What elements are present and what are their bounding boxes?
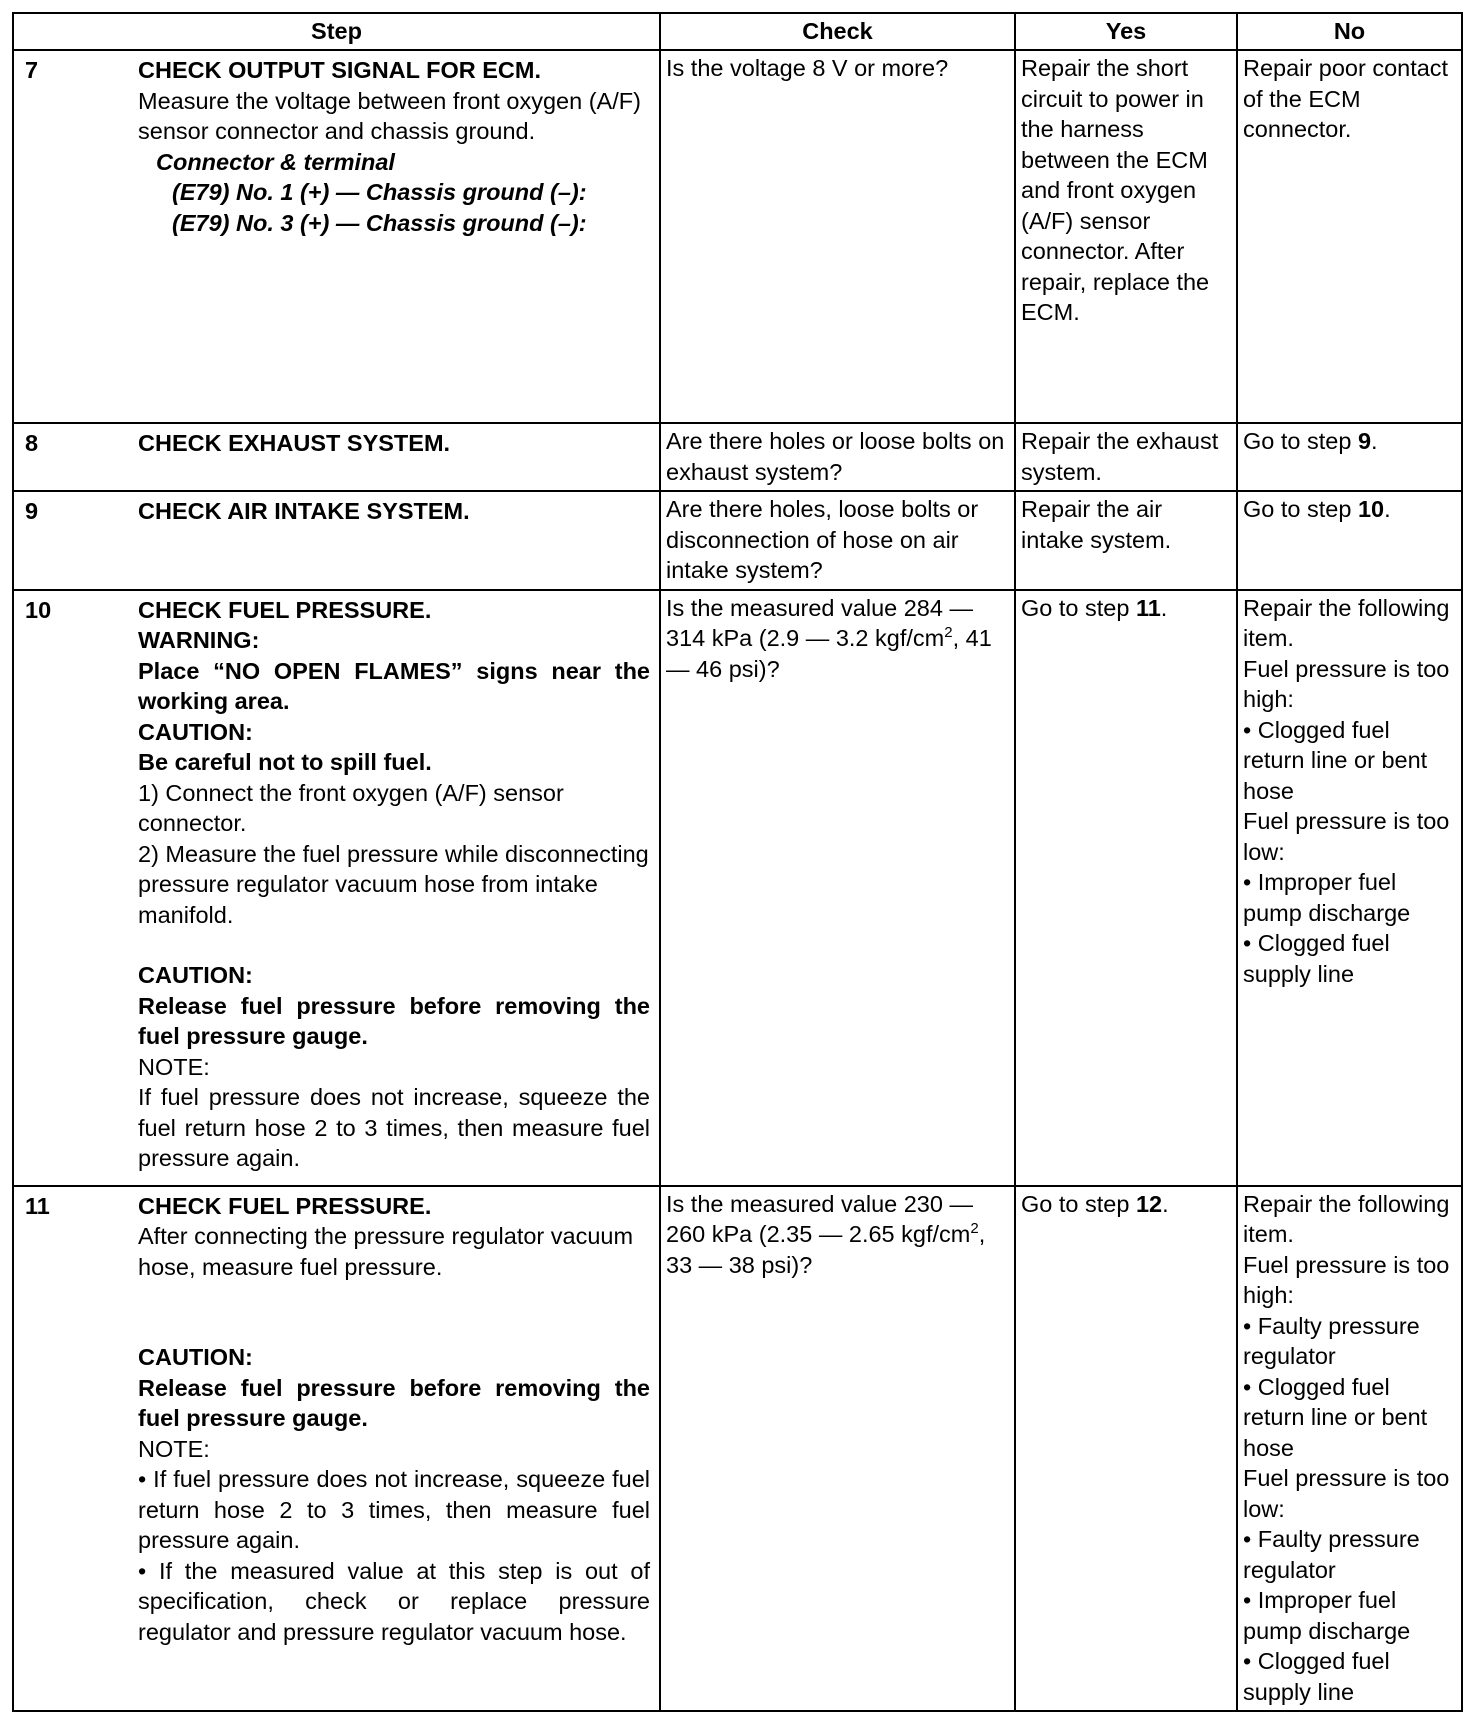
no-cell: Repair poor contact of the ECM connector. bbox=[1237, 50, 1462, 423]
header-yes: Yes bbox=[1015, 13, 1237, 50]
table-row bbox=[13, 50, 1462, 423]
yes-cell: Repair the short circuit to power in the harness between the ECM and front oxygen (A/F) sensor connector. After repair, replace the ECM. bbox=[1015, 50, 1237, 423]
go-to-prefix: Go to step bbox=[1021, 594, 1136, 621]
check-superscript: 2 bbox=[970, 1220, 979, 1237]
go-to-prefix: Go to step bbox=[1243, 496, 1358, 522]
note-label: NOTE: bbox=[138, 1053, 210, 1080]
step-title: CHECK FUEL PRESSURE. bbox=[138, 596, 432, 623]
caution-label: CAUTION: bbox=[138, 962, 253, 988]
yes-cell bbox=[1015, 590, 1237, 1186]
no-cell bbox=[1237, 491, 1462, 590]
step-title: CHECK OUTPUT SIGNAL FOR ECM. bbox=[138, 57, 541, 83]
step-cell bbox=[13, 590, 660, 1186]
step-text: After connecting the pressure regulator vacuum hose, measure fuel pressure. bbox=[138, 1223, 634, 1280]
go-to-suffix: . bbox=[1384, 496, 1391, 522]
go-to-suffix: . bbox=[1371, 428, 1378, 454]
go-to-suffix: . bbox=[1160, 594, 1168, 621]
no-cell bbox=[1237, 423, 1462, 491]
caution-label: CAUTION: bbox=[138, 718, 253, 745]
table-row bbox=[13, 1186, 1462, 1712]
table-header-row bbox=[13, 13, 1462, 50]
go-to-step: 10 bbox=[1357, 496, 1385, 522]
check-cell bbox=[660, 590, 1015, 1186]
step-title: CHECK FUEL PRESSURE. bbox=[138, 1192, 432, 1219]
table-row bbox=[13, 491, 1462, 590]
note-label: NOTE: bbox=[138, 1435, 210, 1462]
check-text: Is the measured value 230 — 260 kPa (2.35 — 2.65 kgf/cm bbox=[666, 1190, 973, 1247]
table-row bbox=[13, 590, 1462, 1186]
step-number: 8 bbox=[25, 430, 39, 456]
no-line: Fuel pressure is too high: bbox=[1243, 655, 1450, 712]
step-number: 11 bbox=[25, 1192, 50, 1219]
no-line: • Clogged fuel supply line bbox=[1243, 1648, 1390, 1705]
header-no: No bbox=[1237, 13, 1462, 50]
procedure-step-2: 2) Measure the fuel pressure while disconnecting pressure regulator vacuum hose from intake manifold. bbox=[138, 840, 649, 928]
no-line: • Improper fuel pump discharge bbox=[1243, 1587, 1411, 1644]
go-to-step: 9 bbox=[1357, 428, 1372, 454]
warning-text: Place “NO OPEN FLAMES” signs near the working area. bbox=[138, 657, 650, 714]
go-to-step: 11 bbox=[1135, 594, 1161, 621]
no-line: • Faulty pressure regulator bbox=[1243, 1526, 1420, 1583]
step-title: CHECK EXHAUST SYSTEM. bbox=[138, 430, 451, 456]
note-item-1: • If fuel pressure does not increase, squeeze fuel return hose 2 to 3 times, then measure fuel pressure again. bbox=[138, 1466, 650, 1553]
step-text: Measure the voltage between front oxygen (A/F) sensor connector and chassis ground. bbox=[138, 87, 641, 144]
go-to-prefix: Go to step bbox=[1021, 1190, 1136, 1217]
yes-cell bbox=[1015, 1186, 1237, 1712]
step-cell bbox=[13, 491, 660, 590]
check-cell: Are there holes, loose bolts or disconnection of hose on air intake system? bbox=[660, 491, 1015, 590]
caution-text: Release fuel pressure before removing the fuel pressure gauge. bbox=[138, 992, 650, 1049]
step-cell bbox=[13, 1186, 660, 1712]
go-to-prefix: Go to step bbox=[1243, 428, 1358, 454]
no-line: • Improper fuel pump discharge bbox=[1243, 869, 1411, 926]
step-number: 10 bbox=[25, 596, 52, 623]
check-text-end: , 41 — 46 psi)? bbox=[666, 625, 992, 682]
no-cell bbox=[1237, 1186, 1462, 1712]
check-superscript: 2 bbox=[944, 624, 953, 641]
yes-cell: Repair the air intake system. bbox=[1015, 491, 1237, 590]
no-line: Fuel pressure is too low: bbox=[1243, 1465, 1450, 1522]
no-line: Fuel pressure is too low: bbox=[1243, 808, 1450, 865]
caution-text: Release fuel pressure before removing the fuel pressure gauge. bbox=[138, 1374, 650, 1431]
check-text: Is the measured value 284 — 314 kPa (2.9 — 3.2 kgf/cm bbox=[666, 594, 973, 651]
no-line: • Clogged fuel return line or bent hose bbox=[1243, 716, 1428, 804]
check-text-end: , 33 — 38 psi)? bbox=[666, 1221, 986, 1278]
check-cell: Are there holes or loose bolts on exhaust system? bbox=[660, 423, 1015, 491]
go-to-step: 12 bbox=[1135, 1190, 1163, 1217]
no-line: Repair the following item. bbox=[1243, 1190, 1450, 1247]
warning-label: WARNING: bbox=[138, 627, 260, 653]
connector-terminal-1: (E79) No. 1 (+) — Chassis ground (–): bbox=[172, 179, 587, 205]
note-item-2: • If the measured value at this step is out of specification, check or replace pressure regulator and pressure regulator vacuum hose. bbox=[138, 1557, 650, 1645]
note-text: If fuel pressure does not increase, squeeze the fuel return hose 2 to 3 times, then measure fuel pressure again. bbox=[138, 1084, 650, 1171]
header-step: Step bbox=[13, 13, 660, 50]
yes-cell: Repair the exhaust system. bbox=[1015, 423, 1237, 491]
step-title: CHECK AIR INTAKE SYSTEM. bbox=[138, 498, 470, 524]
no-cell bbox=[1237, 590, 1462, 1186]
check-cell bbox=[660, 1186, 1015, 1712]
connector-terminal-2: (E79) No. 3 (+) — Chassis ground (–): bbox=[172, 209, 587, 236]
no-line: Fuel pressure is too high: bbox=[1243, 1251, 1450, 1308]
no-line: Repair the following item. bbox=[1243, 594, 1450, 651]
step-cell bbox=[13, 423, 660, 491]
check-cell: Is the voltage 8 V or more? bbox=[660, 50, 1015, 423]
caution-label: CAUTION: bbox=[138, 1344, 253, 1370]
table-row bbox=[13, 423, 1462, 491]
diagnostic-table bbox=[12, 12, 1463, 1712]
procedure-step-1: 1) Connect the front oxygen (A/F) sensor connector. bbox=[138, 779, 564, 836]
step-number: 9 bbox=[25, 498, 39, 524]
no-line: • Clogged fuel supply line bbox=[1243, 930, 1390, 987]
step-number: 7 bbox=[25, 57, 39, 83]
connector-label: Connector & terminal bbox=[156, 148, 395, 175]
no-line: • Clogged fuel return line or bent hose bbox=[1243, 1373, 1428, 1461]
no-line: • Faulty pressure regulator bbox=[1243, 1312, 1420, 1369]
go-to-suffix: . bbox=[1162, 1190, 1169, 1217]
caution-text: Be careful not to spill fuel. bbox=[138, 749, 432, 775]
step-cell bbox=[13, 50, 660, 423]
header-check: Check bbox=[660, 13, 1015, 50]
